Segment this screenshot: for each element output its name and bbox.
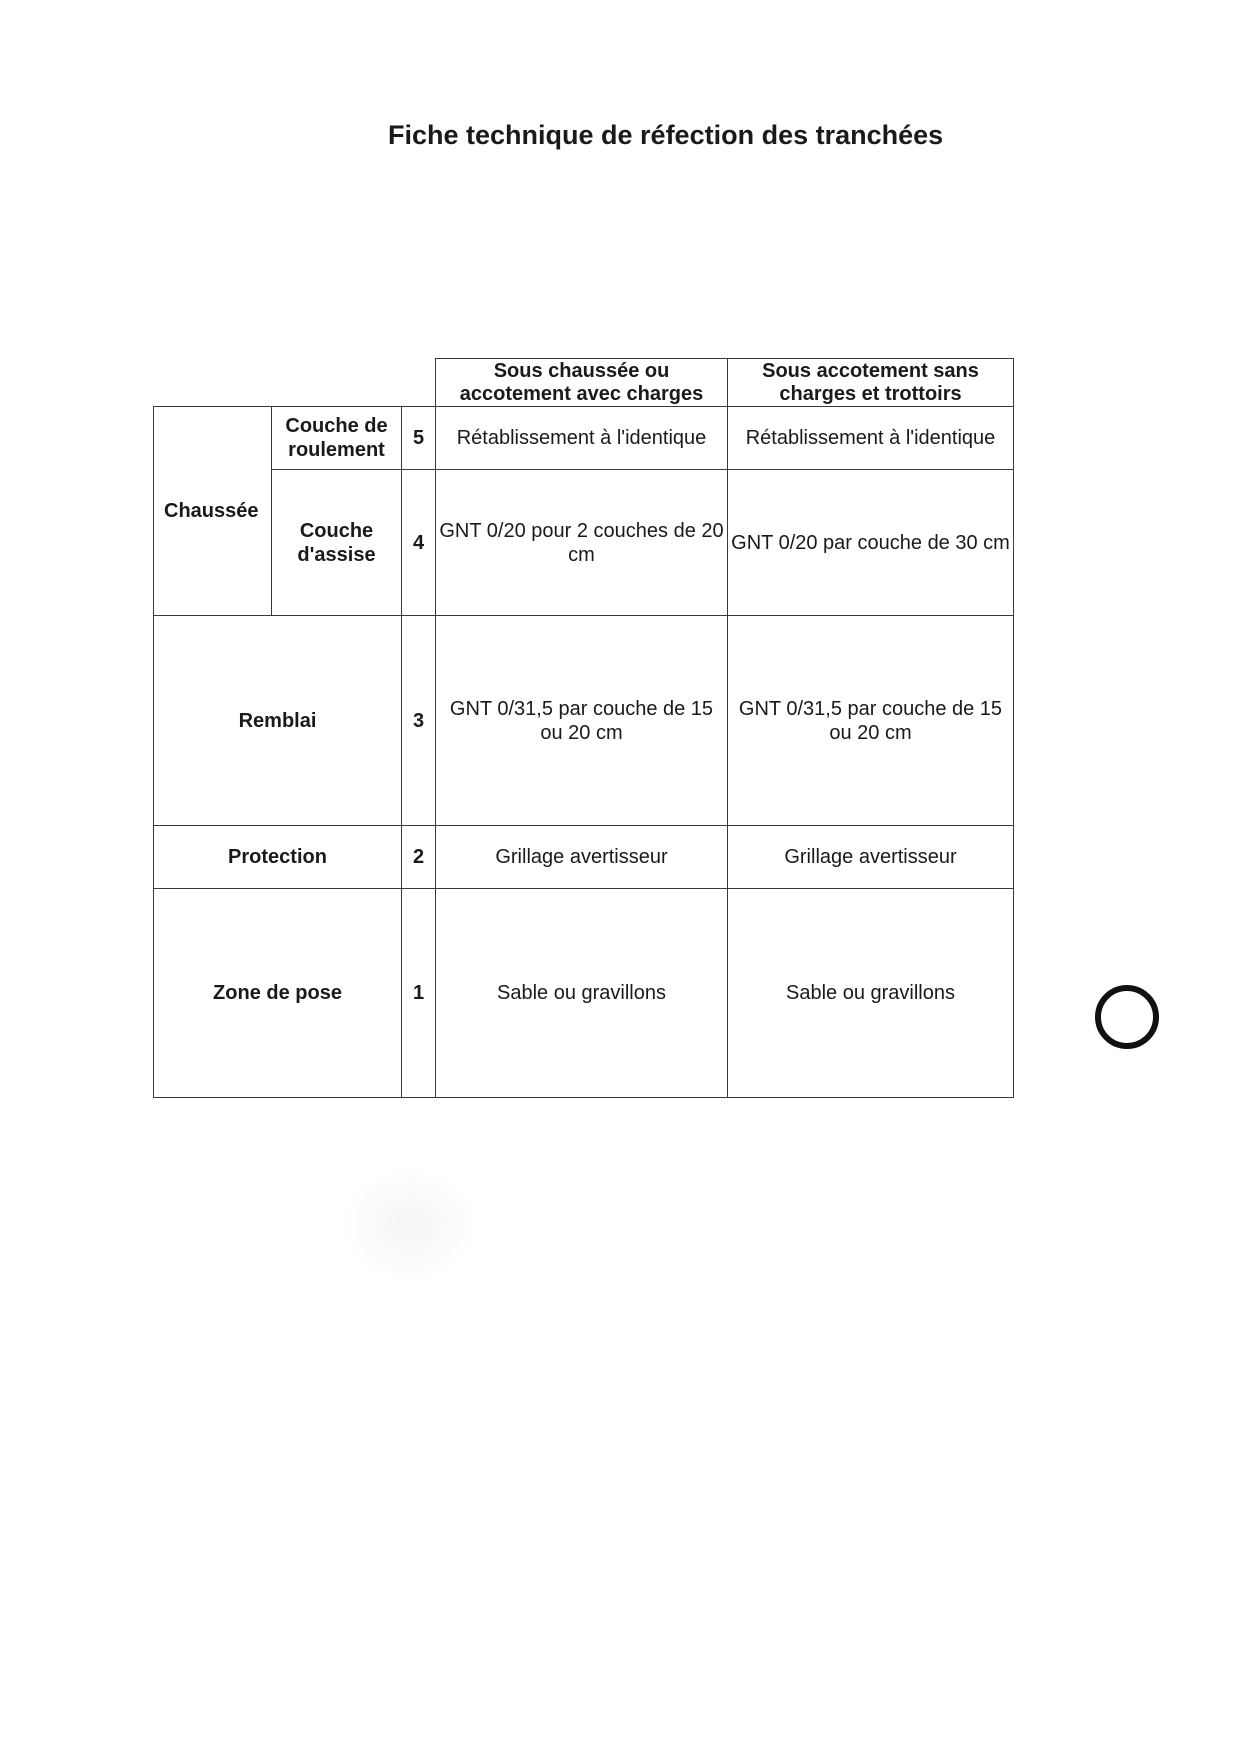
- column-header-without-charges: Sous accotement sans charges et trottoirs: [728, 359, 1014, 407]
- cell-zone-pose-with-charges: Sable ou gravillons: [436, 889, 728, 1098]
- cell-protection-with-charges: Grillage avertisseur: [436, 826, 728, 889]
- layer-number-1: 1: [402, 889, 436, 1098]
- table-row-roulement: [154, 407, 1014, 470]
- layer-number-3: 3: [402, 616, 436, 826]
- column-header-with-charges: Sous chaussée ou accotement avec charges: [436, 359, 728, 407]
- cell-zone-pose-without-charges: Sable ou gravillons: [728, 889, 1014, 1098]
- row-group-chaussee: Chaussée: [154, 407, 272, 616]
- table-row-remblai: [154, 616, 1014, 826]
- row-label-assise: Couche d'assise: [272, 470, 402, 616]
- row-label-protection: Protection: [154, 826, 402, 889]
- row-label-zone-pose: Zone de pose: [154, 889, 402, 1098]
- header-row: [154, 359, 1014, 407]
- cell-remblai-with-charges: GNT 0/31,5 par couche de 15 ou 20 cm: [436, 616, 728, 826]
- layer-number-4: 4: [402, 470, 436, 616]
- document-title: Fiche technique de réfection des tranchées: [388, 120, 944, 150]
- table-row-assise: [154, 470, 1014, 616]
- row-label-roulement: Couche de roulement: [272, 407, 402, 470]
- cell-assise-without-charges: GNT 0/20 par couche de 30 cm: [728, 470, 1014, 616]
- cell-assise-with-charges: GNT 0/20 pour 2 couches de 20 cm: [436, 470, 728, 616]
- row-label-remblai: Remblai: [154, 616, 402, 826]
- header-empty-cell: [154, 359, 272, 407]
- table-row-protection: [154, 826, 1014, 889]
- faint-stamp-smudge: [345, 1170, 475, 1280]
- cell-roulement-without-charges: Rétablissement à l'identique: [728, 407, 1014, 470]
- trench-repair-table: [153, 358, 1014, 1098]
- layer-number-2: 2: [402, 826, 436, 889]
- header-empty-cell: [402, 359, 436, 407]
- table-row-zone-pose: [154, 889, 1014, 1098]
- cell-protection-without-charges: Grillage avertisseur: [728, 826, 1014, 889]
- header-empty-cell: [272, 359, 402, 407]
- layer-number-5: 5: [402, 407, 436, 470]
- circle-mark-icon: [1095, 985, 1159, 1049]
- cell-remblai-without-charges: GNT 0/31,5 par couche de 15 ou 20 cm: [728, 616, 1014, 826]
- cell-roulement-with-charges: Rétablissement à l'identique: [436, 407, 728, 470]
